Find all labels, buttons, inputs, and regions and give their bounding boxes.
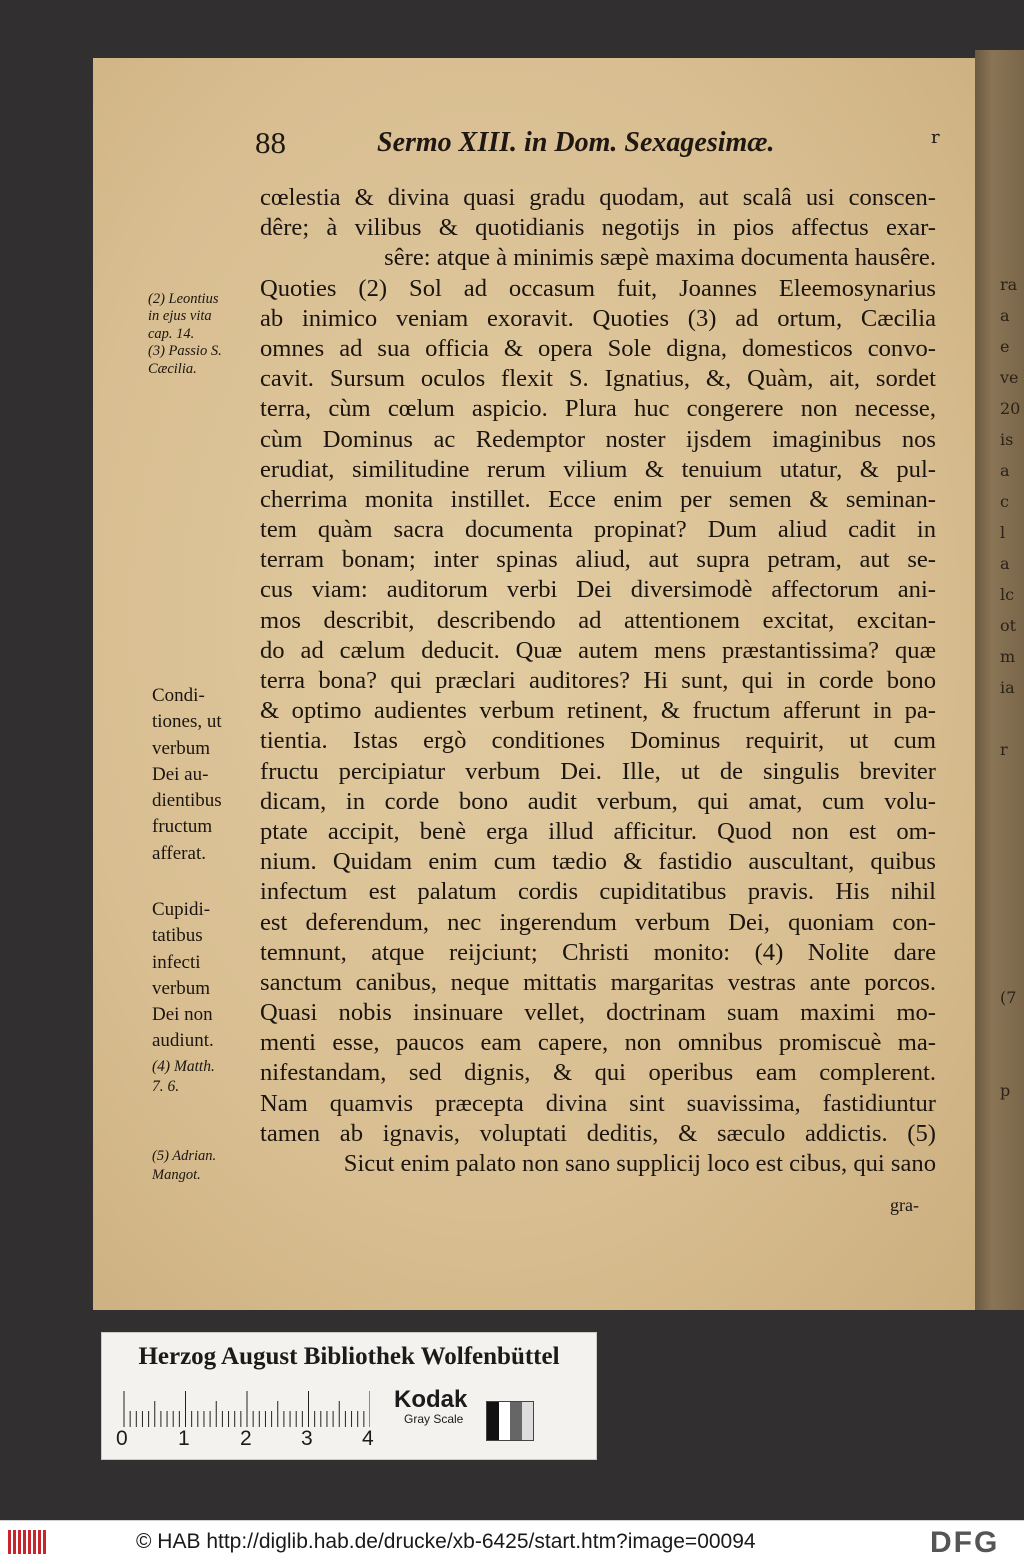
edge-fragment	[1000, 952, 1024, 983]
margin-line: Mangot.	[152, 1167, 201, 1183]
edge-fragment: (7	[1000, 988, 1017, 1007]
edge-fragment: m	[1000, 647, 1016, 666]
margin-line: infecti	[152, 951, 201, 973]
margin-line: fructum	[152, 816, 213, 838]
edge-fragment	[1000, 797, 1024, 828]
hab-logo-icon	[8, 1530, 46, 1554]
text-line: tem quàm sacra documenta propinat? Dum aliud cadit in	[260, 516, 936, 544]
edge-fragment: p	[1000, 1081, 1011, 1100]
text-line: ptate accipit, benè erga illud afficitur. Quod non est om-	[260, 817, 936, 845]
margin-line: (5) Adrian.	[152, 1148, 217, 1164]
text-line: sanctum canibus, neque mittatis margaritas vestras ante porcos.	[260, 968, 936, 996]
edge-fragment	[1000, 1045, 1024, 1076]
margin-line: Cæcilia.	[148, 360, 197, 377]
edge-fragment	[1000, 828, 1024, 859]
text-line: cœlestia & divina quasi gradu quodam, aut scalâ usi conscen-	[260, 184, 936, 211]
margin-line: (4) Matth.	[152, 1058, 215, 1075]
edge-fragment: ot	[1000, 616, 1017, 635]
edge-fragment	[1000, 921, 1024, 952]
text-line: omnes ad sua officia & opera Sole digna, domesticos convo-	[260, 334, 936, 362]
edge-fragment: ve	[1000, 368, 1019, 387]
text-line: terra bona? qui præclari auditores? Hi sunt, qui in corde bono	[260, 667, 936, 694]
edge-fragment: is	[1000, 430, 1014, 449]
main-text-column	[260, 183, 936, 1179]
text-line: cus viam: auditorum verbi Dei diversimodè affectorum ani-	[260, 576, 936, 604]
edge-fragment	[1000, 704, 1024, 735]
text-line: ab inimico veniam exoravit. Quoties (3) ad ortum, Cæcilia	[260, 304, 936, 332]
text-line: Quoties (2) Sol ad occasum fuit, Joannes Eleemosynarius	[260, 274, 936, 302]
margin-note-2-3	[148, 291, 222, 378]
margin-line: 7. 6.	[152, 1078, 180, 1095]
text-line: dêre; à vilibus & quotidianis negotijs in pios affectus exar-	[260, 214, 936, 242]
edge-fragment	[1000, 1014, 1024, 1045]
margin-line: in ejus vita	[148, 308, 212, 325]
text-line: do ad cælum deducit. Quæ autem mens præstantissima? quæ	[260, 636, 936, 664]
text-line: tientia. Istas ergò conditiones Dominus requirit, ut cum	[260, 727, 936, 755]
margin-line: Dei au-	[152, 763, 209, 785]
edge-fragment: ia	[1000, 678, 1015, 697]
dfg-logo: DFG	[930, 1526, 1000, 1559]
text-line: terram bonam; inter spinas aliud, aut supra petram, aut se-	[260, 546, 936, 574]
gray-scale-label: Gray Scale	[404, 1412, 464, 1426]
edge-fragment: ra	[1000, 275, 1018, 294]
margin-line: verbum	[152, 737, 211, 759]
edge-fragment: 20	[1000, 399, 1021, 418]
ruler-number: 3	[301, 1427, 313, 1450]
text-line: tamen ab ignavis, voluptati deditis, & sæculo addictis. (5)	[260, 1119, 936, 1147]
text-line: Nam quamvis præcepta divina sint suavissima, fastidiuntur	[260, 1089, 936, 1117]
text-line: erudiat, similitudine rerum vilium & tenuium utatur, & pul-	[260, 455, 936, 483]
text-line: temnunt, atque reijciunt; Christi monito: (4) Nolite dare	[260, 938, 936, 966]
page-header	[255, 125, 955, 175]
viewer-footer	[0, 1520, 1024, 1564]
text-line: Sicut enim palato non sano supplicij loco est cibus, qui sano	[343, 1150, 936, 1177]
margin-line: tatibus	[152, 925, 203, 947]
margin-line: Condi-	[152, 685, 205, 706]
edge-fragment: r	[1000, 740, 1008, 759]
margin-line: Dei non	[152, 1004, 213, 1026]
edge-fragment: a	[1000, 554, 1010, 573]
color-calibration-card	[101, 1332, 597, 1460]
catchword: gra-	[890, 1195, 919, 1215]
text-line: infectum est palatum cordis cupiditatibus pravis. His nihil	[260, 878, 936, 906]
margin-line: dientibus	[152, 790, 222, 812]
edge-fragment	[1000, 859, 1024, 890]
margin-note-4	[152, 1057, 215, 1097]
text-line: nifestandam, sed dignis, & qui operibus eam complerent.	[260, 1059, 936, 1087]
ruler-number: 4	[362, 1427, 374, 1450]
source-link[interactable]: © HAB http://diglib.hab.de/drucke/xb-6425/start.htm?image=00094	[136, 1530, 756, 1553]
text-line: terra, cùm cœlum aspicio. Plura huc congerere non necesse,	[260, 395, 936, 423]
text-line: nium. Quidam enim cum tædio & fastidio auscultant, quibus	[260, 848, 936, 876]
edge-fragment: l	[1000, 523, 1006, 542]
running-head: Sermo XIII. in Dom. Sexagesimæ.	[377, 127, 775, 158]
margin-line: (2) Leontius	[148, 291, 219, 307]
edge-fragment: c	[1000, 492, 1009, 511]
margin-note-cupiditatibus	[152, 897, 214, 1055]
edge-fragment	[1000, 890, 1024, 921]
margin-line: cap. 14.	[148, 325, 195, 342]
ruler-number: 2	[240, 1427, 252, 1450]
edge-fragment: lc	[1000, 585, 1015, 604]
margin-line: afferat.	[152, 842, 206, 864]
margin-line: tiones, ut	[152, 711, 222, 733]
margin-line: (3) Passio S.	[148, 343, 222, 360]
margin-note-conditiones	[152, 683, 222, 867]
edge-fragment	[1000, 766, 1024, 797]
adjacent-page-text	[1000, 270, 1024, 1107]
text-line: cavit. Sursum oculos flexit S. Ignatius, &, Quàm, ait, sordet	[260, 365, 936, 393]
ruler-number: 0	[116, 1427, 128, 1450]
text-line: & optimo audientes verbum retinent, & fructum afferunt in pa-	[260, 697, 936, 725]
ruler-number: 1	[178, 1427, 190, 1450]
text-line: fructu percipiatur verbum Dei. Ille, ut de singulis breviter	[260, 757, 936, 785]
text-line: dicam, in corde bono audit verbum, qui amat, cum volu-	[260, 787, 936, 815]
text-line: sêre: atque à minimis sæpè maxima documenta hausêre.	[384, 244, 936, 272]
text-line: est deferendum, nec ingerendum verbum Dei, quoniam con-	[260, 908, 936, 936]
margin-line: Cupidi-	[152, 899, 211, 920]
kodak-brand: Kodak	[394, 1386, 468, 1413]
margin-note-5	[152, 1147, 216, 1185]
ruler-scale	[120, 1389, 370, 1427]
corner-mark: r	[931, 127, 940, 148]
text-line: mos describit, describendo ad attentionem excitat, excitan-	[260, 606, 936, 634]
text-line: cùm Dominus ac Redemptor noster ijsdem imaginibus nos	[260, 425, 936, 453]
edge-fragment: a	[1000, 461, 1010, 480]
gray-scale-swatch	[486, 1401, 534, 1441]
page-number: 88	[255, 125, 286, 160]
edge-fragment: a	[1000, 306, 1010, 325]
margin-line: audiunt.	[152, 1030, 214, 1052]
text-line: cherrima monita instillet. Ecce enim per semen & seminan-	[260, 485, 936, 513]
edge-fragment: e	[1000, 337, 1010, 356]
margin-line: verbum	[152, 977, 211, 999]
text-line: Quasi nobis insinuare vellet, doctrinam suam maximi mo-	[260, 999, 936, 1027]
text-line: menti esse, paucos eam capere, non omnibus promiscuè ma-	[260, 1029, 936, 1057]
library-name: Herzog August Bibliothek Wolfenbüttel	[138, 1343, 560, 1370]
